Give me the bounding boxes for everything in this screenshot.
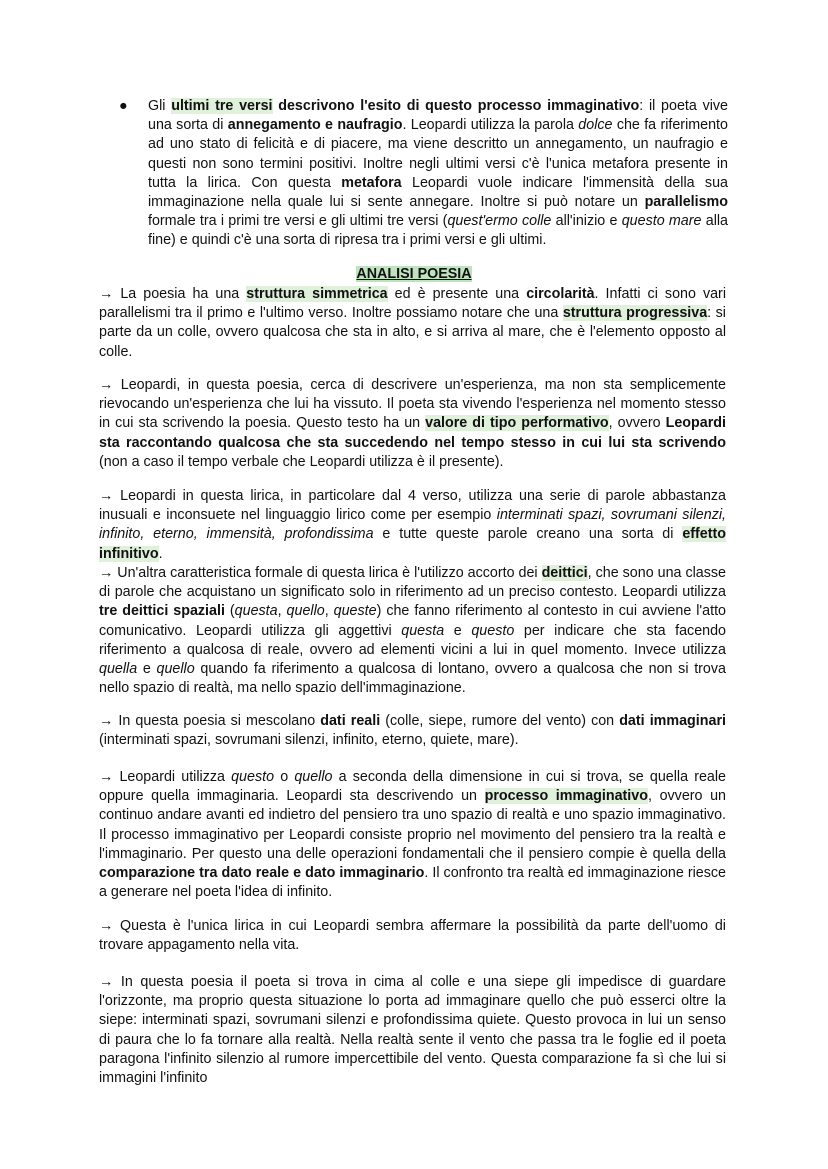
bullet-paragraph bbox=[119, 97, 728, 251]
paragraph-performativo: → Leopardi, in questa poesia, cerca di descrivere un'esperienza, ma non sta semplicemente rievocando un'esperienza che lui ha vissuto. Il poeta sta vivendo l'esperienza nel momento stesso in cui sta scrivendo la poesia. Questo testo ha un valore di tipo performativo, ovvero Leopardi sta raccontando qualcosa che sta succedendo nel tempo stesso in cui lui sta scrivendo (non a caso il tempo verbale che Leopardi utilizza è il presente). bbox=[99, 377, 726, 470]
section-title: ANALISI POESIA bbox=[356, 266, 472, 282]
bullet-text: Gli ultimi tre versi descrivono l'esito di questo processo immaginativo: il poeta vive una sorta di annegamento e naufragio. Leopardi utilizza la parola dolce che fa riferimento ad uno stato di felicità e di piacere, ma viene descritto un annegamento, un naufragio e questi non sono termini positivi. Inoltre negli ultimi versi c'è l'unica metafora presente in tutta la lirica. Con questa metafora Leopardi vuole indicare l'immensità della sua immaginazione nella quale lui si sente annegare. Inoltre si può notare un parallelismo formale tra i primi tre versi e gli ultimi tre versi (quest'ermo colle all'inizio e questo mare alla fine) e quindi c'è una sorta di ripresa tra i primi versi e gli ultimi. bbox=[148, 98, 728, 249]
paragraph-struttura: → La poesia ha una struttura simmetrica ed è presente una circolarità. Infatti ci sono vari parallelismi tra il primo e l'ultimo verso. Inoltre possiamo notare che una struttura progressiva: si parte da un colle, ovvero qualcosa che sta in alto, e si arriva al mare, che è l'elemento opposto al colle. bbox=[99, 286, 726, 360]
paragraph-appagamento: → Questa è l'unica lirica in cui Leopardi sembra affermare la possibilità da parte dell'uomo di trovare appagamento nella vita. bbox=[99, 918, 726, 954]
paragraph-processo: → Leopardi utilizza questo o quello a seconda della dimensione in cui si trova, se quella reale oppure quella immaginaria. Leopardi sta descrivendo un processo immaginativo, ovvero un continuo andare avanti ed indietro del pensiero tra uno spazio di realtà e uno spazio immaginativo. Il processo immaginativo per Leopardi consiste proprio nel movimento del pensiero tra la realtà e l'immaginario. Per questo una delle operazioni fondamentali che il pensiero compie è quella della comparazione tra dato reale e dato immaginario. Il confronto tra realtà ed immaginazione riesce a generare nel poeta l'idea di infinito. bbox=[99, 769, 727, 901]
paragraph-parole-inusuali: → Leopardi in questa lirica, in particolare dal 4 verso, utilizza una serie di parole abbastanza inusuali e inconsuete nel linguaggio lirico come per esempio interminati spazi, sovrumani silenzi, infinito, eterno, immensità, profondissima e tutte queste parole creano una sorta di effetto infinitivo. bbox=[99, 488, 726, 562]
paragraph-siepe: → In questa poesia il poeta si trova in cima al colle e una siepe gli impedisce di guardare l'orizzonte, ma proprio questa situazione lo porta ad immaginare quello che può esserci oltre la siepe: interminati spazi, sovrumani silenzi e profondissima quiete. Questo provoca in lui un senso di paura che lo fa tornare alla realtà. Nella realtà sente il vento che passa tra le foglie ed il poeta paragona l'infinito silenzio al rumore impercettibile del vento. Questa comparazione fa sì che lui si immagini l'infinito bbox=[99, 974, 726, 1087]
paragraph-dati: → In questa poesia si mescolano dati reali (colle, siepe, rumore del vento) con dati immaginari (interminati spazi, sovrumani silenzi, infinito, eterno, quiete, mare). bbox=[99, 713, 726, 749]
paragraph-deittici: → Un'altra caratteristica formale di questa lirica è l'utilizzo accorto dei deittici, che sono una classe di parole che acquistano un significato solo in riferimento ad un preciso contesto. Leopardi utilizza tre deittici spaziali (questa, quello, queste) che fanno riferimento al contesto in cui avviene l'atto comunicativo. Leopardi utilizza gli aggettivi questa e questo per indicare che sta facendo riferimento a qualcosa di reale, ovvero ad elementi vicini a lui in quel momento. Invece utilizza quella e quello quando fa riferimento a qualcosa di lontano, ovvero a qualcosa che non si trova nello spazio di realtà, ma nello spazio dell'immaginazione. bbox=[99, 565, 726, 697]
bullet-dot: ● bbox=[119, 98, 128, 114]
